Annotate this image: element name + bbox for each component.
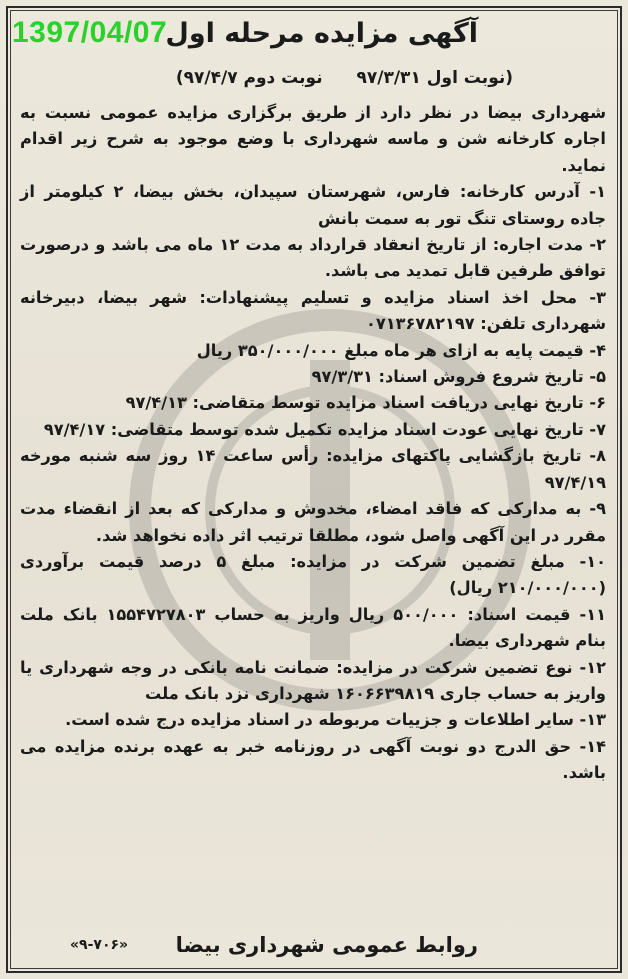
first-round: (نوبت اول ۹۷/۳/۳۱ [356, 68, 513, 88]
signature-public-relations: روابط عمومی شهرداری بیضا [175, 933, 478, 957]
item-14: ۱۴- حق الدرج دو نوبت آگهی در روزنامه خبر به عهده برنده مزایده می باشد. [20, 736, 606, 783]
item-2: ۲- مدت اجاره: از تاریخ انعقاد قرارداد به مدت ۱۲ ماه می باشد و درصورت توافق طرفین قابل تمدید می باشد. [20, 235, 606, 281]
intro-paragraph: شهرداری بیضا در نظر دارد از طریق برگزاری مزایده عمومی نسبت به اجاره کارخانه شن و ماسه شهرداری با وضع موجود به شرح زیر اقدام نماید. [20, 103, 606, 175]
item-3: ۳- محل اخذ اسناد مزایده و تسلیم پیشنهادات: شهر بیضا، دبیرخانه شهرداری تلفن: ۰۷۱۳۶۷۸۲۱۹۷ [20, 287, 606, 334]
item-11: ۱۱- قیمت اسناد: ۵۰۰/۰۰۰ ریال واریز به حساب ۱۵۵۴۷۲۷۸۰۳ بانک ملت بنام شهرداری بیضا. [20, 604, 606, 651]
item-12: ۱۲- نوع تضمین شرکت در مزایده: ضمانت نامه بانکی در وجه شهرداری یا واریز به حساب جاری ۱۶۰۶۶۳۹۸۱۹ شهرداری نزد بانک ملت [20, 657, 606, 703]
publication-rounds [148, 68, 513, 88]
item-9: ۹- به مدارکی که فاقد امضاء، مخدوش و مدارکی که بعد از انقضاء مدت مقرر در این آگهی واصل شود، مطلقا ترتیب اثر داده نخواهد شد. [20, 499, 606, 545]
notice-title: آگهی مزایده مرحله اول [165, 18, 478, 49]
ad-code: «۹-۷۰۶» [70, 937, 129, 953]
item-5: ۵- تاریخ شروع فروش اسناد: ۹۷/۳/۳۱ [311, 367, 606, 387]
item-7: ۷- تاریخ نهایی عودت اسناد مزایده تکمیل شده توسط متقاضی: ۹۷/۴/۱۷ [43, 419, 606, 439]
item-10: ۱۰- مبلغ تضمین شرکت در مزایده: مبلغ ۵ درصد قیمت برآوردی (۲۱۰/۰۰۰/۰۰۰ ریال) [20, 551, 606, 598]
item-6: ۶- تاریخ نهایی دریافت اسناد مزایده توسط متقاضی: ۹۷/۴/۱۳ [125, 393, 606, 413]
second-round: نوبت دوم ۹۷/۴/۷) [175, 68, 323, 88]
date-stamp: 1397/04/07 [12, 16, 168, 49]
item-8: ۸- تاریخ بازگشایی پاکتهای مزایده: رأس ساعت ۱۴ روز سه شنبه مورخه ۹۷/۴/۱۹ [20, 446, 606, 492]
item-13: ۱۳- سایر اطلاعات و جزییات مربوطه در اسناد مزایده درج شده است. [65, 710, 606, 730]
notice-body [20, 100, 606, 787]
item-1: ۱- آدرس کارخانه: فارس، شهرستان سپیدان، بخش بیضا، ۲ کیلومتر از جاده روستای تنگ تور به سمت بانش [20, 182, 606, 228]
item-4: ۴- قیمت پایه به ازای هر ماه مبلغ ۳۵۰/۰۰۰/۰۰۰ ریال [196, 340, 606, 360]
